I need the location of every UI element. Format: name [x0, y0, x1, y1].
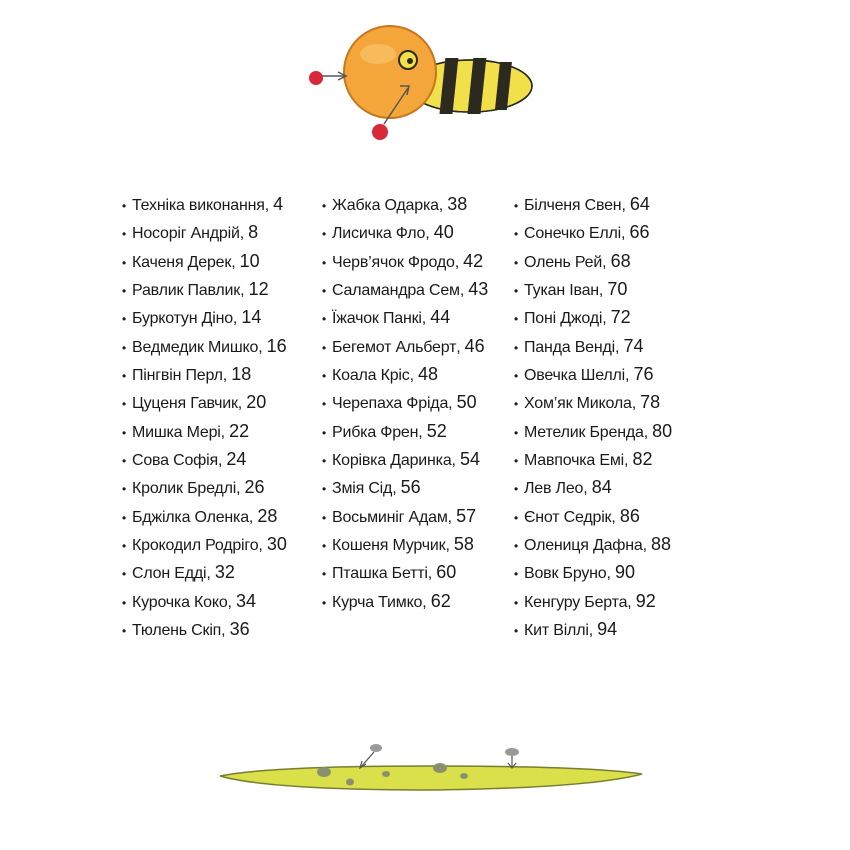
toc-entry: • Равлик Павлик , 12 [122, 275, 287, 303]
toc-entry-page-number: 60 [436, 562, 457, 583]
toc-entry-title: Равлик Павлик [132, 282, 241, 300]
toc-entry: • Техніка виконання , 4 [122, 190, 287, 218]
toc-entry: • Метелик Бренда , 80 [514, 417, 672, 445]
bullet-icon: • [322, 454, 327, 469]
toc-entry-title: Кролик Бредлі [132, 480, 237, 498]
bullet-icon: • [122, 369, 127, 384]
toc-entry-page-number: 18 [231, 364, 252, 385]
toc-entry-page-number: 42 [463, 250, 484, 271]
toc-entry: • Пінгвін Перл , 18 [122, 360, 287, 388]
toc-entry-title: Техніка виконання [132, 197, 265, 214]
toc-entry: • Тукан Іван , 70 [514, 275, 672, 303]
toc-entry-title: Олень Рей [524, 253, 603, 271]
toc-entry-page-number: 76 [633, 364, 654, 385]
toc-entry-page-number: 90 [614, 562, 635, 583]
toc-entry: • Кошеня Мурчик , 58 [322, 530, 488, 558]
toc-entry-title: Буркотун Діно [132, 310, 233, 328]
toc-entry-page-number: 64 [629, 194, 650, 214]
toc-entry-title: Метелик Бренда [524, 423, 644, 441]
bullet-icon: • [322, 510, 327, 525]
toc-entry: • Коала Кріс , 48 [322, 360, 488, 388]
toc-entry-page-number: 52 [426, 420, 447, 441]
toc-entry-title: Рибка Френ [332, 423, 419, 441]
toc-entry: • Панда Венді , 74 [514, 332, 672, 360]
toc-entry-title: Пінгвін Перл [132, 367, 223, 385]
toc-entry: • Черв’ячок Фродо , 42 [322, 247, 488, 275]
toc-entry: • Овечка Шеллі , 76 [514, 360, 672, 388]
toc-entry-page-number: 28 [257, 505, 278, 526]
bullet-icon: • [514, 199, 519, 213]
bullet-icon: • [122, 539, 127, 554]
toc-entry: • Каченя Дерек , 10 [122, 247, 287, 275]
toc-entry: • Бджілка Оленка , 28 [122, 502, 287, 530]
bullet-icon: • [122, 482, 127, 497]
toc-entry-page-number: 26 [244, 477, 265, 498]
toc-entry-page-number: 46 [464, 335, 485, 356]
toc-entry: • Ведмедик Мишко , 16 [122, 332, 287, 360]
toc-entry: • Єнот Седрік , 86 [514, 502, 672, 530]
toc-entry: • Сова Софія , 24 [122, 445, 287, 473]
toc-entry-title: Слон Едді [132, 565, 207, 583]
toc-entry-page-number: 8 [248, 222, 259, 243]
toc-entry-page-number: 94 [597, 619, 618, 640]
toc-entry-page-number: 16 [266, 335, 287, 356]
toc-entry: • Лисичка Фло , 40 [322, 218, 488, 246]
bullet-icon: • [122, 312, 127, 327]
toc-entry: • Восьминіг Адам , 57 [322, 502, 488, 530]
bullet-icon: • [514, 284, 519, 299]
toc-entry: • Білченя Свен , 64 [514, 190, 672, 218]
toc-entry-title: Вовк Бруно [524, 565, 607, 583]
toc-entry: • Вовк Бруно , 90 [514, 558, 672, 586]
bullet-icon: • [122, 624, 127, 639]
toc-entry-page-number: 38 [447, 194, 468, 214]
toc-entry-title: Ведмедик Мишко [132, 338, 259, 356]
toc-entry-title: Бджілка Оленка [132, 508, 249, 526]
bee-head [344, 26, 436, 118]
toc-entry-title: Сова Софія [132, 452, 218, 470]
toc-entry-title: Цуценя Гавчик [132, 395, 238, 413]
bullet-icon: • [122, 199, 127, 213]
toc-entry-title: Носоріг Андрій [132, 225, 240, 243]
bullet-icon: • [514, 510, 519, 525]
toc-entry-page-number: 43 [468, 279, 489, 300]
toc-entry-page-number: 86 [619, 505, 640, 526]
toc-entry: • Тюлень Скіп , 36 [122, 615, 287, 643]
toc-column-3 [514, 190, 672, 644]
toc-entry: • Рибка Френ , 52 [322, 417, 488, 445]
bullet-icon: • [514, 482, 519, 497]
bullet-icon: • [514, 624, 519, 639]
toc-entry-page-number: 20 [246, 392, 267, 413]
toc-entry: • Курочка Коко , 34 [122, 587, 287, 615]
toc-entry: • Лев Лео , 84 [514, 473, 672, 501]
toc-entry: • Їжачок Панкі , 44 [322, 303, 488, 331]
bullet-icon: • [122, 255, 127, 270]
toc-entry: • Сонечко Еллі , 66 [514, 218, 672, 246]
toc-entry-title: Білченя Свен [524, 197, 622, 214]
bullet-icon: • [122, 510, 127, 525]
toc-entry-page-number: 12 [248, 279, 269, 300]
toc-entry-page-number: 4 [273, 194, 284, 214]
toc-entry-title: Жабка Одарка [332, 197, 439, 214]
toc-entry-title: Пташка Бетті [332, 565, 428, 583]
toc-entry-title: Їжачок Панкі [332, 310, 422, 328]
bullet-icon: • [122, 567, 127, 582]
toc-entry: • Корівка Даринка , 54 [322, 445, 488, 473]
bullet-icon: • [322, 567, 327, 582]
toc-entry: • Кит Віллі , 94 [514, 615, 672, 643]
toc-entry-title: Коала Кріс [332, 367, 410, 385]
toc-entry-page-number: 68 [610, 250, 631, 271]
toc-entry-page-number: 48 [418, 364, 439, 385]
toc-entry-page-number: 56 [400, 477, 421, 498]
bullet-icon: • [322, 539, 327, 554]
toc-entry-title: Змія Сід [332, 480, 393, 498]
toc-entry-page-number: 88 [651, 534, 672, 555]
toc-column-2 [322, 190, 488, 615]
toc-entry: • Мишка Мері , 22 [122, 417, 287, 445]
toc-entry: • Цуценя Гавчик , 20 [122, 388, 287, 416]
bullet-icon: • [514, 227, 519, 242]
toc-entry: • Крокодил Родріго , 30 [122, 530, 287, 558]
toc-entry-page-number: 66 [629, 222, 650, 243]
toc-entry-title: Кенгуру Берта [524, 593, 628, 611]
bullet-icon: • [514, 539, 519, 554]
bullet-icon: • [514, 454, 519, 469]
toc-entry: • Саламандра Сем , 43 [322, 275, 488, 303]
toc-entry-title: Мишка Мері [132, 423, 221, 441]
toc-entry: • Кролик Бредлі , 26 [122, 473, 287, 501]
toc-entry-page-number: 92 [635, 590, 656, 611]
toc-entry-title: Поні Джоді [524, 310, 603, 328]
toc-entry: • Кенгуру Берта , 92 [514, 587, 672, 615]
toc-entry-title: Курча Тимко [332, 593, 423, 611]
bullet-icon: • [322, 340, 327, 355]
bullet-icon: • [322, 227, 327, 242]
toc-entry-page-number: 84 [591, 477, 612, 498]
bullet-icon: • [122, 227, 127, 242]
bullet-icon: • [122, 284, 127, 299]
toc-entry-page-number: 14 [241, 307, 262, 328]
toc-entry-page-number: 36 [229, 619, 250, 640]
toc-entry-page-number: 54 [459, 449, 481, 470]
toc-entry: • Буркотун Діно , 14 [122, 303, 287, 331]
bullet-icon: • [514, 425, 519, 440]
bullet-icon: • [322, 595, 327, 610]
toc-entry: • Олень Рей , 68 [514, 247, 672, 275]
toc-entry-page-number: 24 [226, 449, 247, 470]
bullet-icon: • [514, 369, 519, 384]
toc-entry: • Мавпочка Емі , 82 [514, 445, 672, 473]
bullet-icon: • [322, 482, 327, 497]
bullet-icon: • [514, 255, 519, 270]
toc-entry-title: Крокодил Родріго [132, 537, 259, 555]
toc-entry-title: Черв’ячок Фродо [332, 253, 455, 271]
toc-entry-page-number: 50 [456, 392, 477, 413]
toc-entry-page-number: 57 [456, 505, 477, 526]
toc-entry-title: Тюлень Скіп [132, 622, 222, 640]
toc-entry-title: Курочка Коко [132, 593, 228, 611]
toc-entry: • Слон Едді , 32 [122, 558, 287, 586]
toc-entry-page-number: 72 [610, 307, 631, 328]
toc-entry-page-number: 34 [235, 590, 256, 611]
toc-entry: • Носоріг Андрій , 8 [122, 218, 287, 246]
bullet-icon: • [514, 567, 519, 582]
bullet-icon: • [322, 284, 327, 299]
bullet-icon: • [322, 369, 327, 384]
toc-entry-title: Тукан Іван [524, 282, 599, 300]
toc-entry-title: Хом’як Микола [524, 395, 632, 413]
bullet-icon: • [514, 595, 519, 610]
toc-entry-title: Бегемот Альберт [332, 338, 457, 356]
bullet-icon: • [122, 397, 127, 412]
toc-column-1 [122, 190, 287, 644]
toc-entry-page-number: 78 [640, 392, 661, 413]
toc-entry-title: Панда Венді [524, 338, 616, 356]
toc-entry-title: Кит Віллі [524, 622, 589, 640]
toc-entry-title: Олениця Дафна [524, 537, 643, 555]
toc-entry: • Жабка Одарка , 38 [322, 190, 488, 218]
toc-entry-page-number: 10 [239, 250, 260, 271]
toc-entry-page-number: 82 [632, 449, 653, 470]
toc-entry-title: Овечка Шеллі [524, 367, 626, 385]
toc-entry-title: Каченя Дерек [132, 253, 232, 271]
bullet-icon: • [322, 312, 327, 327]
toc-entry-page-number: 62 [430, 590, 451, 611]
toc-entry-page-number: 74 [623, 335, 644, 356]
toc-entry-title: Саламандра Сем [332, 282, 460, 300]
bullet-icon: • [322, 199, 327, 213]
toc-entry-page-number: 58 [453, 534, 474, 555]
toc-entry: • Олениця Дафна , 88 [514, 530, 672, 558]
toc-entry-title: Мавпочка Емі [524, 452, 624, 470]
toc-entry: • Поні Джоді , 72 [514, 303, 672, 331]
bullet-icon: • [122, 340, 127, 355]
toc-entry-page-number: 80 [652, 420, 673, 441]
bullet-icon: • [322, 425, 327, 440]
caterpillar-illustration [210, 738, 650, 798]
toc-entry-page-number: 32 [214, 562, 235, 583]
toc-entry: • Змія Сід , 56 [322, 473, 488, 501]
bullet-icon: • [322, 255, 327, 270]
toc-entry-page-number: 40 [433, 222, 454, 243]
toc-entry-title: Корівка Даринка [332, 452, 452, 470]
toc-entry-title: Сонечко Еллі [524, 225, 622, 243]
bullet-icon: • [122, 595, 127, 610]
bullet-icon: • [122, 425, 127, 440]
toc-entry: • Курча Тимко , 62 [322, 587, 488, 615]
toc-entry-title: Єнот Седрік [524, 508, 612, 526]
toc-entry-page-number: 44 [430, 307, 451, 328]
bullet-icon: • [322, 397, 327, 412]
toc-entry-page-number: 70 [607, 279, 628, 300]
bullet-icon: • [514, 340, 519, 355]
bee-illustration [300, 14, 540, 154]
toc-entry: • Пташка Бетті , 60 [322, 558, 488, 586]
bullet-icon: • [514, 397, 519, 412]
bullet-icon: • [514, 312, 519, 327]
toc-entry-title: Черепаха Фріда [332, 395, 449, 413]
bullet-icon: • [122, 454, 127, 469]
toc-entry-page-number: 30 [266, 534, 287, 555]
toc-entry-page-number: 22 [229, 420, 250, 441]
toc-entry-title: Лев Лео [524, 480, 584, 498]
toc-entry-title: Лисичка Фло [332, 225, 426, 243]
toc-entry-title: Кошеня Мурчик [332, 537, 446, 555]
toc-entry: • Черепаха Фріда , 50 [322, 388, 488, 416]
toc-entry: • Хом’як Микола , 78 [514, 388, 672, 416]
toc-entry-title: Восьминіг Адам [332, 508, 448, 526]
toc-entry: • Бегемот Альберт , 46 [322, 332, 488, 360]
